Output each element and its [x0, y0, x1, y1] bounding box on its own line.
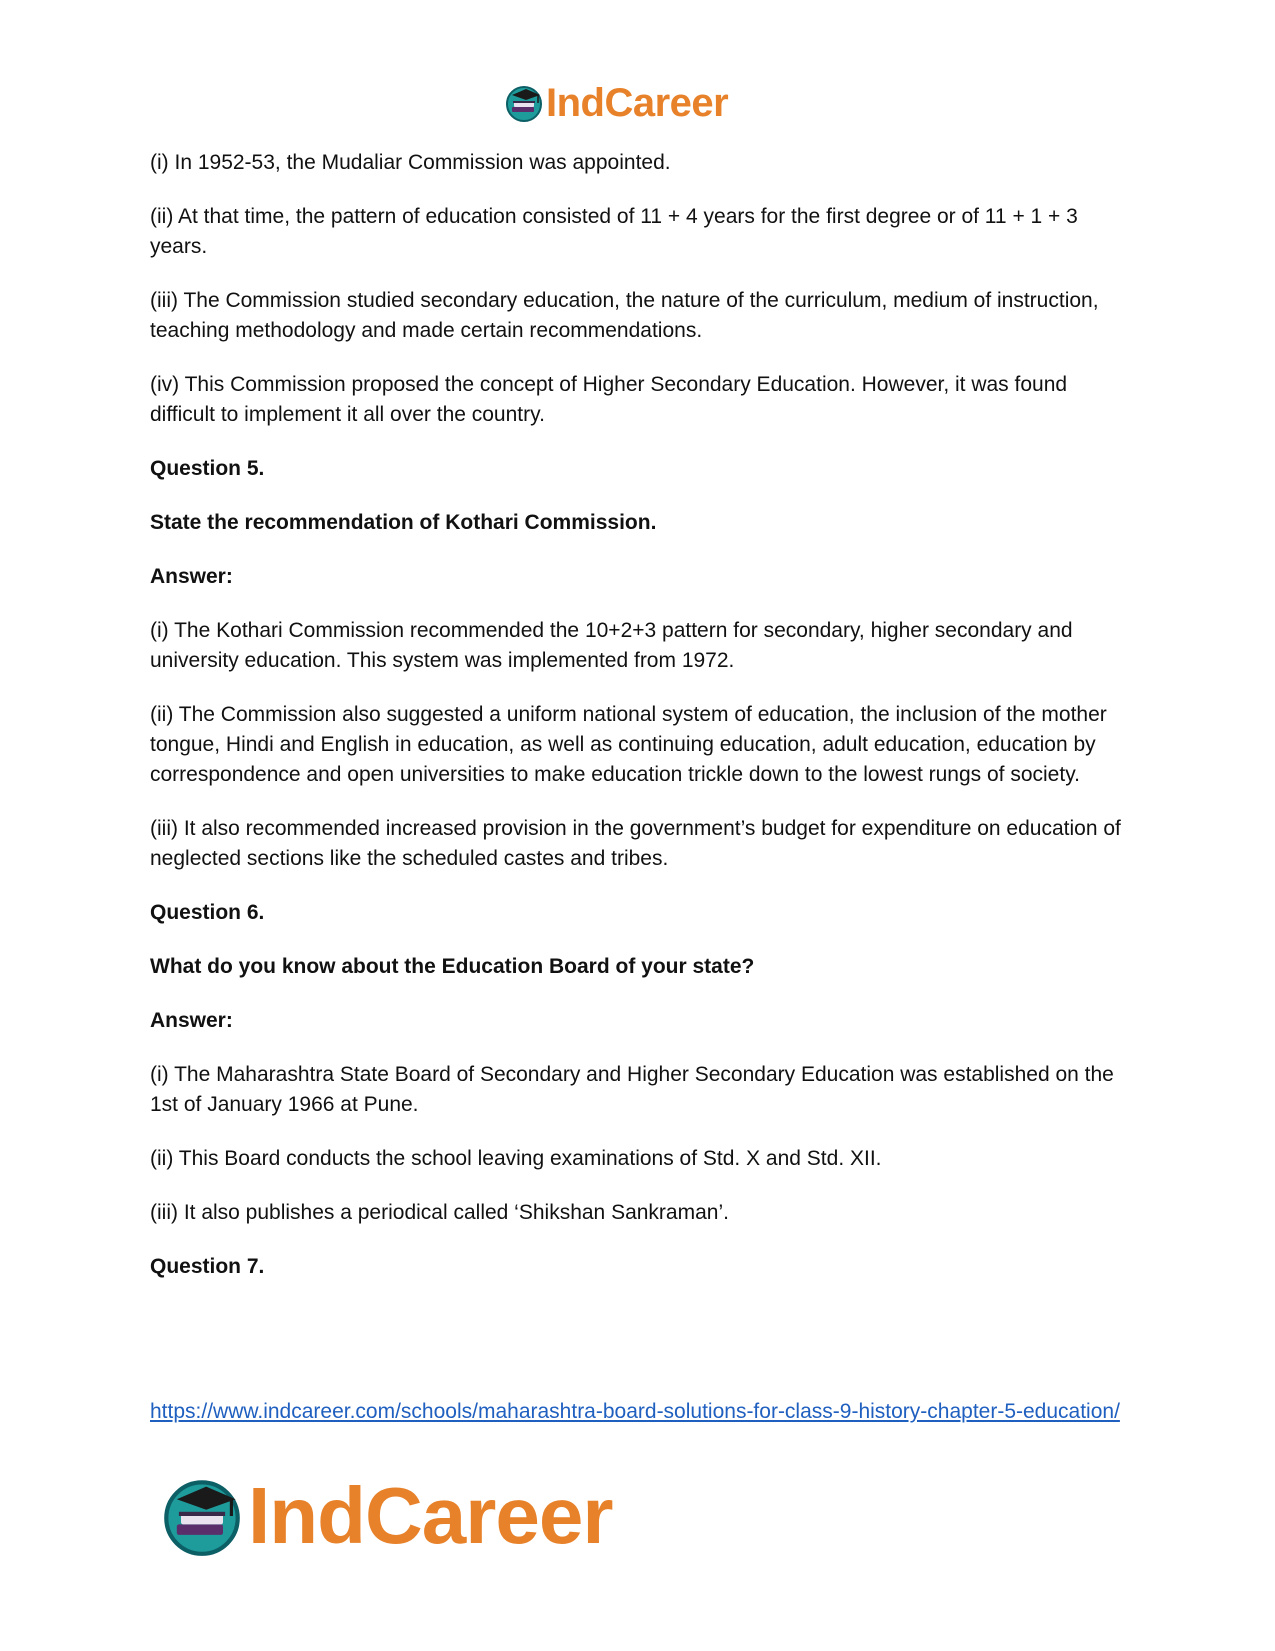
brand-wordmark: IndCareer	[546, 81, 729, 125]
question-heading: Question 5.	[150, 457, 265, 480]
answer-paragraph: (iii) It also recommended increased provision in the government’s budget for expenditure on education of neglected sections like the scheduled castes and tribes.	[150, 817, 1121, 870]
graduation-cap-books-globe-icon	[160, 1474, 244, 1558]
question-heading: Question 6.	[150, 901, 265, 924]
source-url-link[interactable]: https://www.indcareer.com/schools/maharashtra-board-solutions-for-class-9-history-chapter-5-education/	[150, 1400, 1120, 1423]
header-logo	[504, 80, 728, 126]
brand-wordmark: IndCareer	[248, 1471, 613, 1560]
answer-paragraph: (i) The Maharashtra State Board of Secondary and Higher Secondary Education was established on the 1st of January 1966 at Pune.	[150, 1063, 1114, 1116]
question-heading: Question 7.	[150, 1255, 265, 1278]
answer-paragraph: (ii) This Board conducts the school leaving examinations of Std. X and Std. XII.	[150, 1147, 882, 1170]
question-heading: Answer:	[150, 1009, 233, 1032]
question-heading: State the recommendation of Kothari Commission.	[150, 511, 657, 534]
answer-paragraph: (i) In 1952-53, the Mudaliar Commission was appointed.	[150, 151, 671, 174]
graduation-cap-books-globe-icon	[504, 83, 544, 123]
document-body	[150, 148, 1130, 1282]
answer-paragraph: (iv) This Commission proposed the concept of Higher Secondary Education. However, it was found difficult to implement it all over the country.	[150, 373, 1068, 426]
answer-paragraph: (iii) The Commission studied secondary education, the nature of the curriculum, medium of instruction, teaching methodology and made certain recommendations.	[150, 289, 1099, 342]
answer-paragraph: (iii) It also publishes a periodical called ‘Shikshan Sankraman’.	[150, 1201, 729, 1224]
question-heading: Answer:	[150, 565, 233, 588]
answer-paragraph: (i) The Kothari Commission recommended the 10+2+3 pattern for secondary, higher secondary and university education. This system was implemented from 1972.	[150, 619, 1073, 672]
answer-paragraph: (ii) At that time, the pattern of education consisted of 11 + 4 years for the first degree or of 11 + 1 + 3 years.	[150, 205, 1078, 258]
question-heading: What do you know about the Education Board of your state?	[150, 955, 755, 978]
answer-paragraph: (ii) The Commission also suggested a uniform national system of education, the inclusion of the mother tongue, Hindi and English in education, as well as continuing education, adult education, education by correspondence and open universities to make education trickle down to the lowest rungs of society.	[150, 703, 1107, 786]
footer-logo	[160, 1471, 613, 1560]
